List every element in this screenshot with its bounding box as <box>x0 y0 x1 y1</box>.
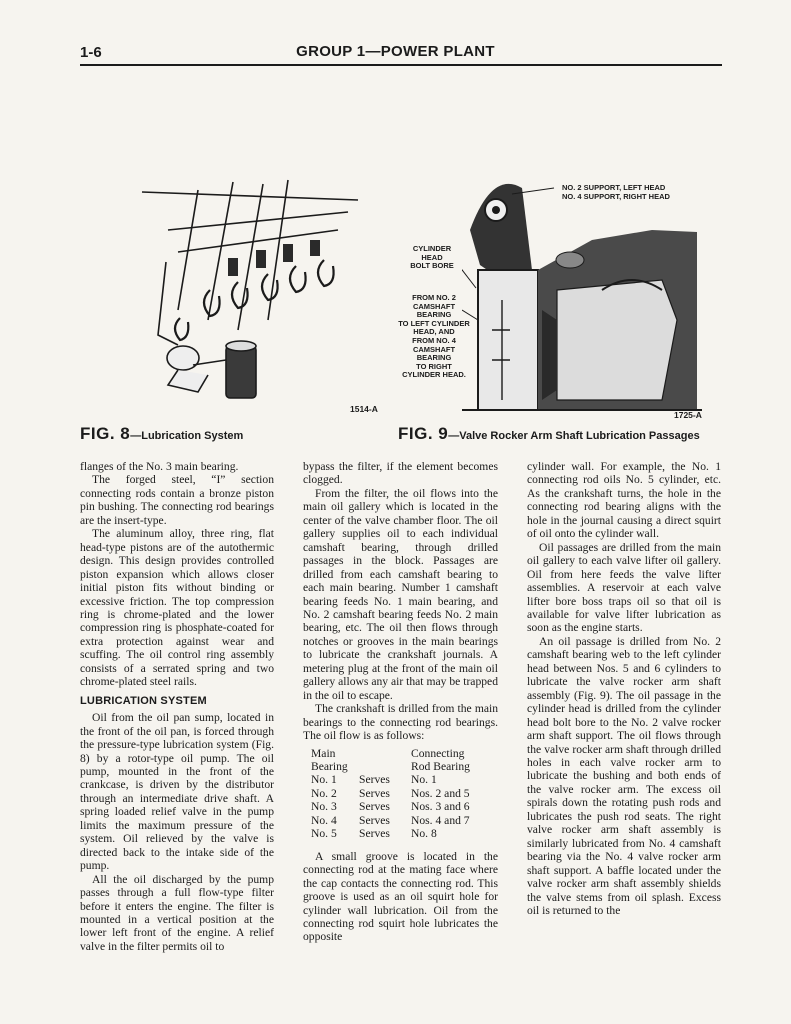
text-column-2 <box>303 460 498 944</box>
paragraph: An oil passage is drilled from No. 2 camshaft bearing web to the left cylinder head between Nos. 5 and 6 cylinders to lubricate the valve rocker arm shaft assembly (Fig. 9). The oil passage in the cylinder head is drilled from the cylinder head bolt bore to the No. 2 valve rocker arm shaft support. The oil flows through the valve rocker arm shaft through drilled holes in each valve rocker arm to lubricate the bushing and both ends of the valve rocker arm. The excess oil spirals down the rotating push rods and lubricates the push rod seats. The right valve rocker arm shaft assembly is similarly lubricated from No. 4 camshaft bearing via the No. 4 valve rocker arm shaft support. A baffle located under the valve rocker arm shaft assembly shields the valve stems from oil splash. Excess oil is returned to the <box>527 634 721 917</box>
table-cell: Serves <box>359 786 390 800</box>
fig9-label-oil-passage: FROM NO. 2 CAMSHAFT BEARING TO LEFT CYLINDER HEAD, AND FROM NO. 4 CAMSHAFT BEARING TO RIGHT CYLINDER HEAD. <box>398 293 470 380</box>
paragraph: flanges of the No. 3 main bearing. <box>80 460 239 473</box>
bearing-table <box>311 747 470 841</box>
table-cell: No. 5 <box>311 827 337 841</box>
paragraph: The crankshaft is drilled from the main bearings to the connecting rod bearings. The oil flow is as follows: <box>303 702 498 743</box>
table-header-cell: Connecting <box>411 746 465 760</box>
text-column-1 <box>80 460 274 953</box>
table-cell: No. 2 <box>311 786 337 800</box>
paragraph: The aluminum alloy, three ring, flat head-type pistons are of the autothermic design. This design provides controlled piston expansion which allows closer initial piston fits without binding or excessive friction. The top compression ring is chrome-plated and the lower compression ring is phosphate-coated for extra protection against wear and scuffing. The oil control ring assembly consists of a serrated spring and two chrome-plated steel rails. <box>80 527 274 689</box>
table-row <box>311 787 470 800</box>
fig9-label-support: NO. 2 SUPPORT, LEFT HEAD NO. 4 SUPPORT, RIGHT HEAD <box>562 183 670 201</box>
paragraph: cylinder wall. For example, the No. 1 connecting rod oils No. 5 cylinder, etc. As the crankshaft turns, the hole in the connecting rod bearing aligns with the hole in the journal causing a direct squirt of oil onto the cylinder wall. <box>527 460 721 541</box>
table-row <box>311 773 470 786</box>
table-cell: No. 1 <box>411 773 437 787</box>
fig8-caption-number: FIG. 8 <box>80 424 131 443</box>
paragraph: Oil passages are drilled from the main oil gallery to each valve lifter oil gallery. Oil from here feeds the valve lifter assemblies. A reservoir at each valve lifter bore boss traps oil so that oil is available for valve lifter lubrication as soon as the engine starts. <box>527 540 721 635</box>
paragraph: All the oil discharged by the pump passes through a full flow-type filter before it enters the engine. The filter is mounted in a vertical position at the lower left front of the engine. A relief valve in the filter permits oil to <box>80 872 274 953</box>
paragraph: From the filter, the oil flows into the main oil gallery which is located in the center of the valve chamber floor. The oil gallery supplies oil to each individual camshaft bearing, through drilled passages in the block. Passages are drilled from each camshaft bearing to each main bearing. Number 1 camshaft bearing feeds No. 1 main bearing, and No. 2 camshaft bearing feeds No. 2 main bearing, etc. The oil then flows through notches or grooves in the main bearings to lubricate the crankshaft journals. A metering plug at the front of the main oil gallery allows any air that may be trapped in the oil to escape. <box>303 486 498 702</box>
table-cell: Nos. 3 and 6 <box>411 800 470 814</box>
table-header-cell: Main <box>311 746 336 760</box>
paragraph: A small groove is located in the connecting rod at the mating face where the cap contacts the connecting rod. This groove is used as an oil squirt hole for cylinder wall lubrication. Oil from the connecting rod squirt hole lubricates the opposite <box>303 849 498 944</box>
table-header-cell: Rod Bearing <box>411 759 470 773</box>
fig9-illustration <box>462 170 702 415</box>
fig8-caption-text: —Lubrication System <box>130 430 244 442</box>
table-cell: No. 8 <box>411 827 437 841</box>
table-cell: Serves <box>359 773 390 787</box>
table-cell: No. 3 <box>311 800 337 814</box>
group-title: GROUP 1—POWER PLANT <box>296 43 495 60</box>
fig8-caption <box>80 424 243 444</box>
table-header-cell <box>359 760 411 773</box>
fig9-code: 1725-A <box>674 410 702 420</box>
fig9-caption <box>398 424 700 444</box>
paragraph: bypass the filter, if the element becomes clogged. <box>303 460 498 487</box>
page-number: 1-6 <box>80 44 102 61</box>
table-header-row <box>311 760 470 773</box>
fig9-caption-number: FIG. 9 <box>398 424 449 443</box>
table-row <box>311 814 470 827</box>
fig9-caption-text: —Valve Rocker Arm Shaft Lubrication Passages <box>448 430 700 442</box>
fig8-code: 1514-A <box>350 404 378 414</box>
table-cell: Nos. 2 and 5 <box>411 786 470 800</box>
table-header-row <box>311 747 470 760</box>
table-header-cell <box>359 747 411 760</box>
table-cell: No. 4 <box>311 813 337 827</box>
header-rule <box>80 64 722 66</box>
table-cell: Serves <box>359 800 390 814</box>
table-row <box>311 827 470 840</box>
section-heading: LUBRICATION SYSTEM <box>80 694 207 707</box>
table-cell: Serves <box>359 813 390 827</box>
fig8-illustration <box>138 170 368 410</box>
fig9-label-bolt-bore: CYLINDER HEAD BOLT BORE <box>410 244 454 271</box>
paragraph: The forged steel, “I” section connecting rods contain a bronze piston pin bushing. The connecting rod bearings are the insert-type. <box>80 473 274 527</box>
table-cell: No. 1 <box>311 773 337 787</box>
table-row <box>311 800 470 813</box>
text-column-3 <box>527 460 721 917</box>
table-cell: Nos. 4 and 7 <box>411 813 470 827</box>
table-cell: Serves <box>359 827 390 841</box>
paragraph: Oil from the oil pan sump, located in the front of the oil pan, is forced through the pressure-type lubrication system (Fig. 8) by a rotor-type oil pump. The oil pump, mounted in the front of the crankcase, is driven by the distributor through an intermediate drive shaft. A spring loaded relief valve in the pump limits the maximum pressure of the system. Oil relieved by the valve is directed back to the intake side of the pump. <box>80 711 274 873</box>
table-header-cell: Bearing <box>311 759 348 773</box>
